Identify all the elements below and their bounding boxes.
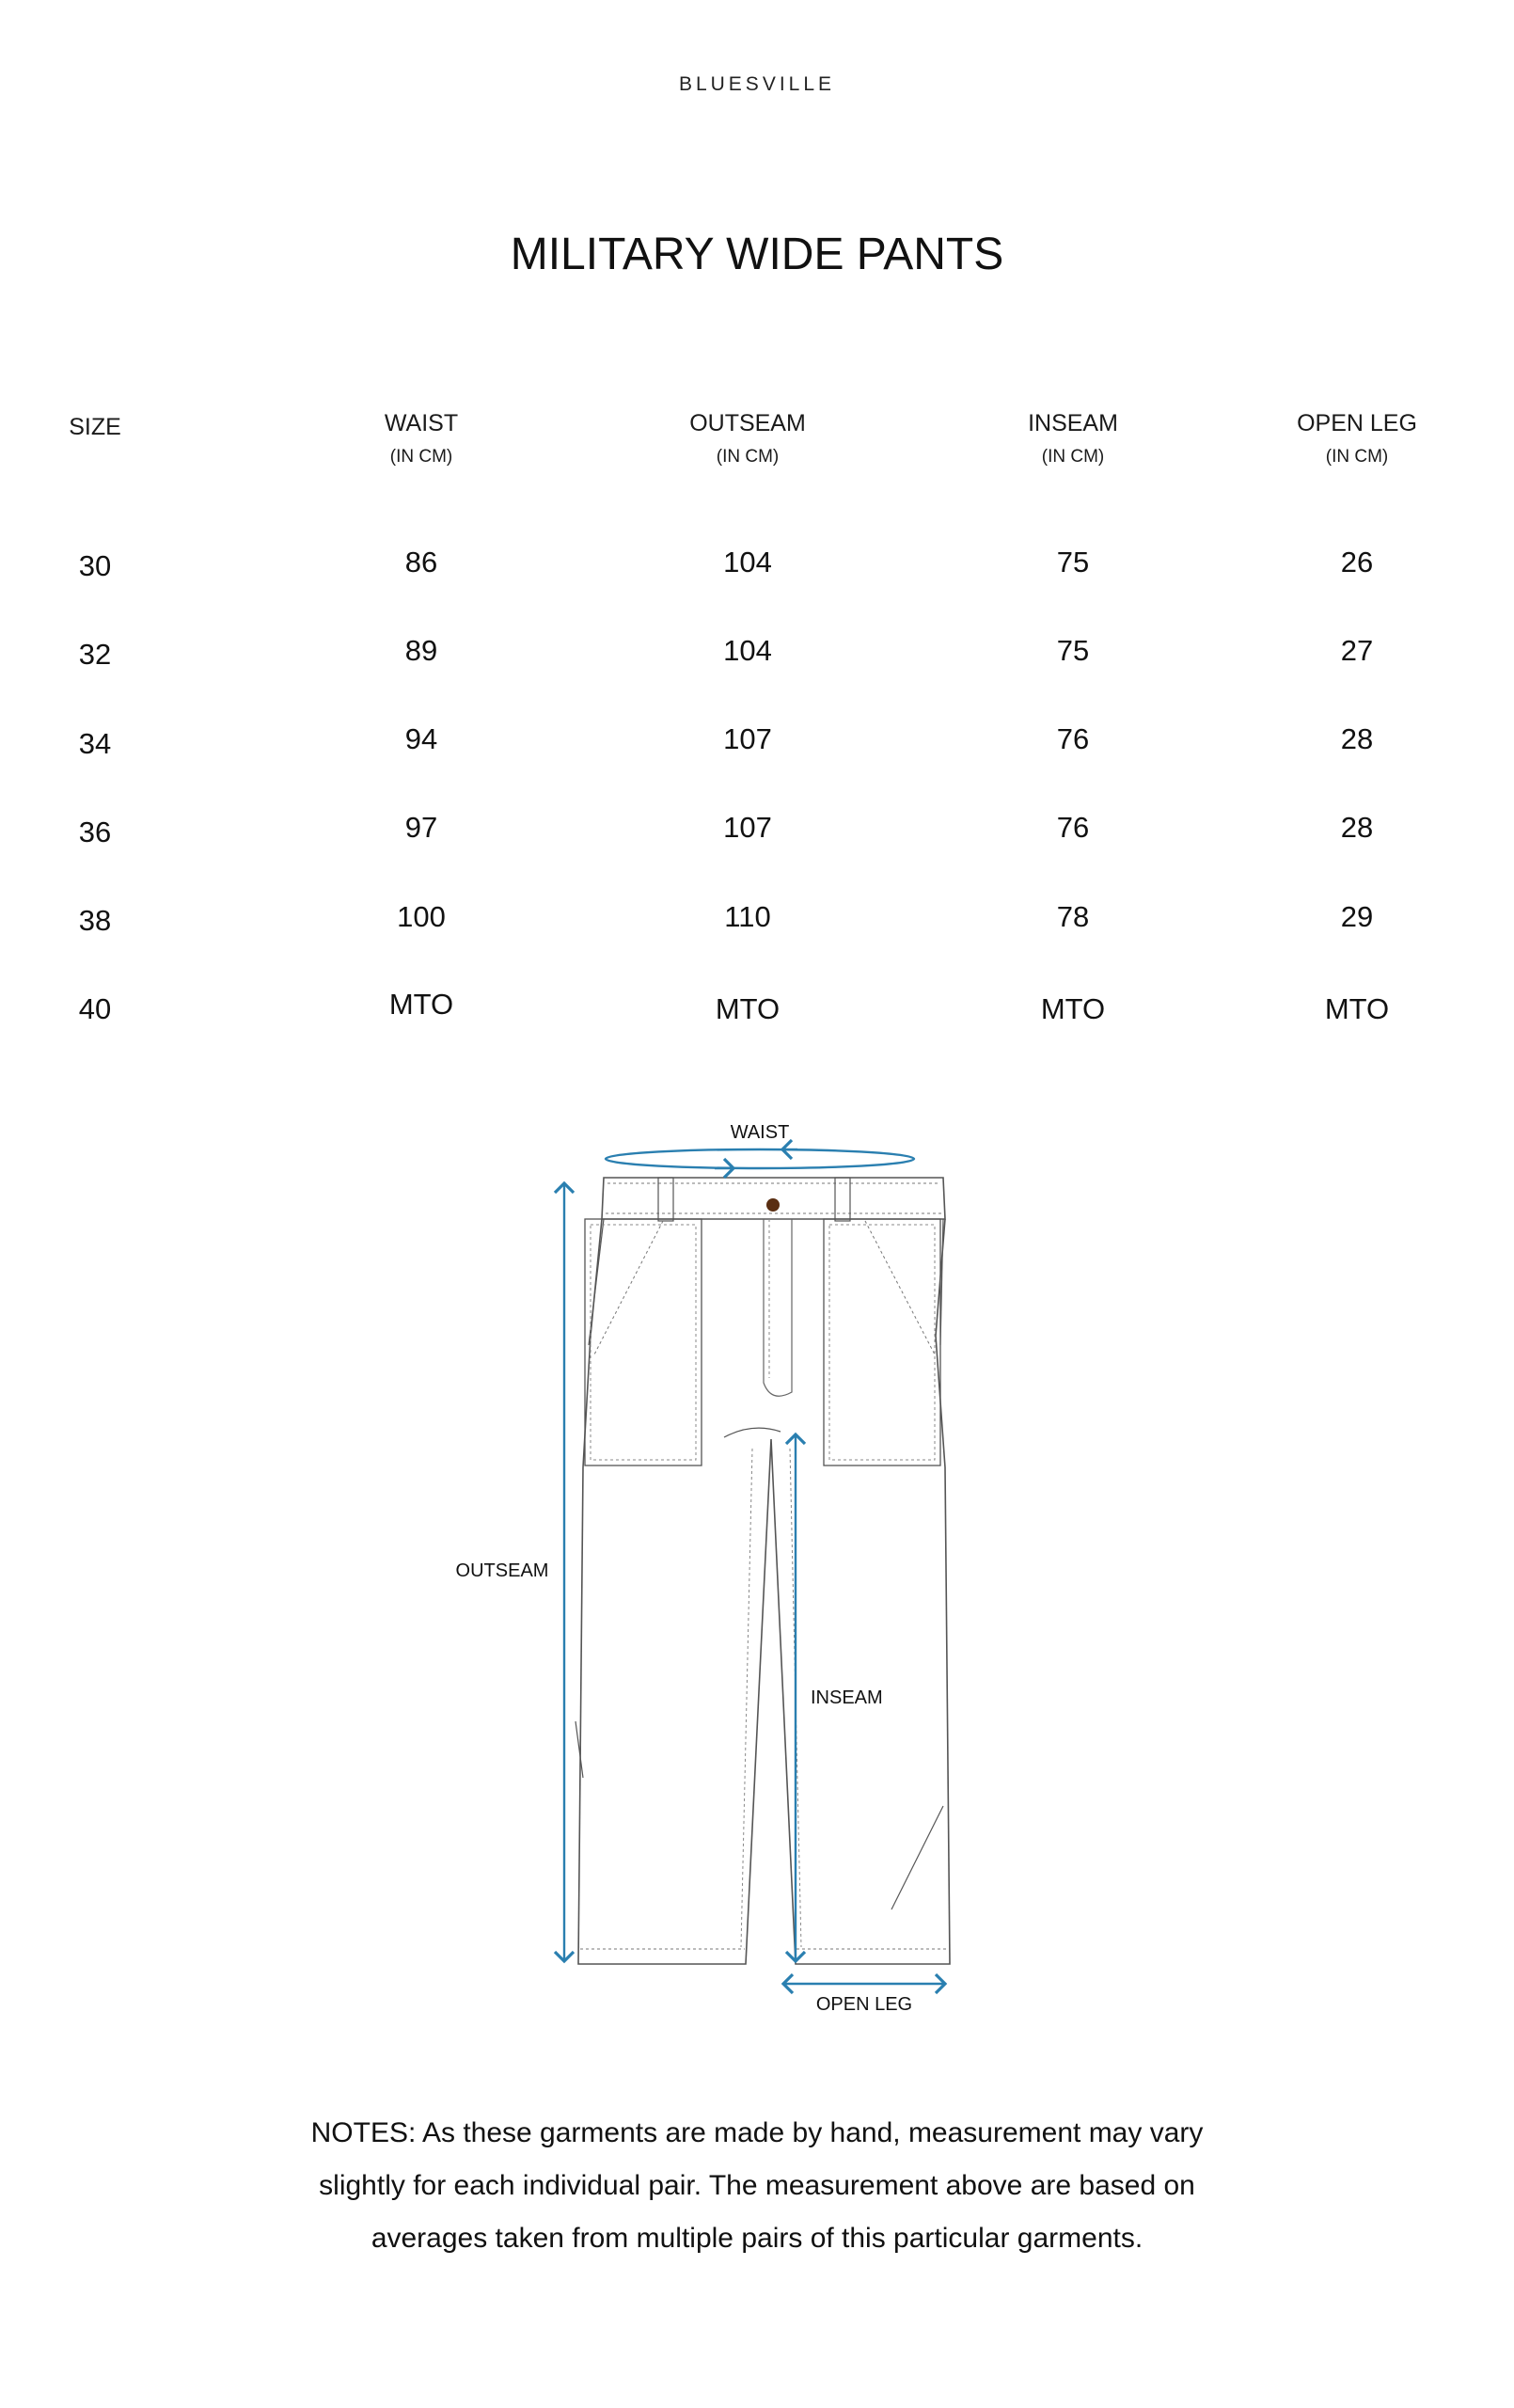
- table-cell: 75: [1056, 634, 1090, 667]
- header-outseam-label: OUTSEAM: [689, 410, 806, 436]
- table-cell: 104: [723, 546, 772, 578]
- header-inseam: [951, 410, 1195, 467]
- table-cell: 32: [78, 638, 112, 671]
- button-icon: [766, 1198, 780, 1212]
- pants-measurement-diagram: [0, 1110, 1514, 2041]
- waist-label: WAIST: [730, 1122, 790, 1143]
- table-cell: 104: [723, 634, 772, 667]
- table-cell: MTO: [715, 992, 781, 1025]
- table-cell: 100: [397, 900, 446, 933]
- inseam-label: INSEAM: [811, 1687, 883, 1708]
- header-inseam-unit: (IN CM): [1041, 447, 1105, 467]
- header-waist: [299, 410, 544, 467]
- table-cell: 97: [404, 811, 438, 844]
- table-cell: 89: [404, 634, 438, 667]
- table-cell: 110: [724, 900, 771, 933]
- brand-logo: BLUESVILLE: [678, 73, 836, 95]
- table-cell: 38: [78, 904, 112, 937]
- table-cell: 36: [78, 816, 112, 848]
- table-cell: 78: [1056, 900, 1090, 933]
- table-cell: 76: [1056, 722, 1090, 755]
- page-title: MILITARY WIDE PANTS: [510, 230, 1004, 279]
- waist-measure-ellipse: [606, 1149, 914, 1168]
- header-waist-label: WAIST: [384, 410, 459, 436]
- table-cell: 27: [1340, 634, 1374, 667]
- notes: [0, 2107, 1514, 2265]
- table-cell: 76: [1056, 811, 1090, 844]
- outseam-label: OUTSEAM: [455, 1560, 549, 1581]
- header-open-leg: [1235, 410, 1479, 467]
- table-cell: 34: [78, 727, 112, 760]
- header-inseam-label: INSEAM: [1028, 410, 1118, 436]
- header-size: [0, 414, 217, 441]
- pants-outline: [576, 1178, 950, 1964]
- table-cell: 26: [1340, 546, 1374, 578]
- table-cell: 107: [723, 722, 772, 755]
- table-cell: 75: [1056, 546, 1090, 578]
- table-cell: 28: [1340, 722, 1374, 755]
- table-cell: 30: [78, 549, 112, 582]
- header-open-leg-label: OPEN LEG: [1297, 410, 1417, 436]
- open-leg-label: OPEN LEG: [815, 1994, 913, 2015]
- table-cell: MTO: [1040, 992, 1106, 1025]
- table-cell: 94: [404, 722, 438, 755]
- table-cell: 107: [723, 811, 772, 844]
- table-cell: 28: [1340, 811, 1374, 844]
- header-outseam-unit: (IN CM): [716, 447, 780, 467]
- header-open-leg-unit: (IN CM): [1325, 447, 1389, 467]
- table-cell: 86: [404, 546, 438, 578]
- header-waist-unit: (IN CM): [389, 447, 453, 467]
- table-cell: 29: [1340, 900, 1374, 933]
- notes-line: slightly for each individual pair. The measurement above are based on: [319, 2170, 1195, 2201]
- table-cell: MTO: [388, 988, 454, 1021]
- header-size-label: SIZE: [69, 414, 121, 440]
- header-outseam: [625, 410, 870, 467]
- notes-line: averages taken from multiple pairs of this particular garments.: [371, 2223, 1143, 2254]
- table-cell: 40: [78, 992, 112, 1025]
- notes-line: NOTES: As these garments are made by hand, measurement may vary: [310, 2117, 1204, 2148]
- table-cell: MTO: [1324, 992, 1390, 1025]
